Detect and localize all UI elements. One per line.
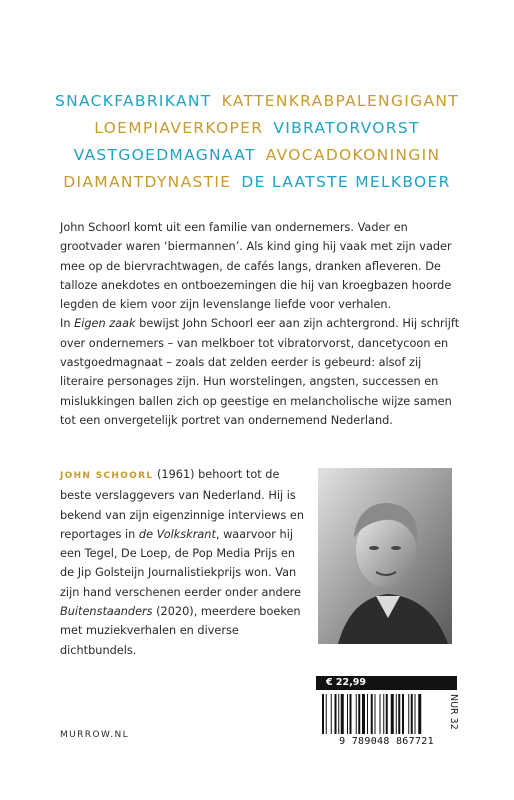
previous-book-title: Buitenstaanders [60,605,153,619]
barcode-icon [320,694,448,738]
bio-text-3: (2020), meerdere boeken met muziekverhalen en diverse dichtbundels. [60,605,301,657]
book-blurb [60,218,460,430]
blurb-paragraph-2 [60,314,460,430]
author-bio [60,465,304,660]
title-kattenkrabpalengigant: KATTENKRABPALENGIGANT [221,92,460,110]
nur-code: NUR 32 [448,694,459,730]
price-label: € 22,99 [316,676,457,690]
newspaper-title: de Volkskrant [138,527,216,541]
author-bio-text [60,465,304,660]
bio-text-2: , waarvoor hij een Tegel, De Loep, de Pop Media Prijs en de Jip Golsteijn Journalistiekprijs won. Van zijn hand verschenen eerder onder andere [60,527,301,599]
title-row [0,142,514,169]
bio-text-1: (1961) behoort tot de beste verslaggevers van Nederland. Hij is bekend van zijn eigenzinnige interviews en reportages in [60,468,304,541]
author-photo [318,468,452,644]
title-row [0,88,514,115]
blurb-paragraph-1: John Schoorl komt uit een familie van ondernemers. Vader en grootvader waren ‘biermannen’. Als kind ging hij vaak met zijn vader mee op de biervrachtwagen, de cafés langs, dranken afleveren. De talloze anekdotes en ontboezemingen die hij van kroegbazen hoorde legden de kiem voor zijn levenslange liefde voor verhalen. [60,221,452,312]
title-snackfabrikant: SNACKFABRIKANT [54,92,212,110]
title-de-laatste-melkboer: DE LAATSTE MELKBOER [241,173,451,191]
book-title: Eigen zaak [74,317,136,331]
title-avocadokoningin: AVOCADOKONINGIN [265,146,441,164]
title-loempiaverkoper: LOEMPIAVERKOPER [94,119,264,137]
author-portrait-image [318,468,452,644]
title-row [0,115,514,142]
title-diamantdynastie: DIAMANTDYNASTIE [63,173,232,191]
author-name: JOHN SCHOORL [60,471,154,481]
barcode-sticker [316,676,457,748]
blurb-prefix: In [60,317,75,331]
title-list [0,88,514,196]
title-vibratorvorst: VIBRATORVORST [273,119,420,137]
isbn-number: 9 789048 867721 [339,736,434,747]
title-vastgoedmagnaat: VASTGOEDMAGNAAT [73,146,256,164]
blurb-text: bewijst John Schoorl eer aan zijn achtergrond. Hij schrijft over ondernemers – van melkboer tot vibratorvorst, dancetycoon en vastgoedmagnaat – zoals dat zelden eerder is gebeurd: alsof zij literaire personages zijn. Hun worstelingen, angsten, successen en mislukkingen ballen zich op geestige en melancholische wijze samen tot een onvergetelijk portret van ondernemend Nederland. [60,317,460,427]
title-row [0,169,514,196]
publisher-url: MURROW.NL [60,730,130,740]
